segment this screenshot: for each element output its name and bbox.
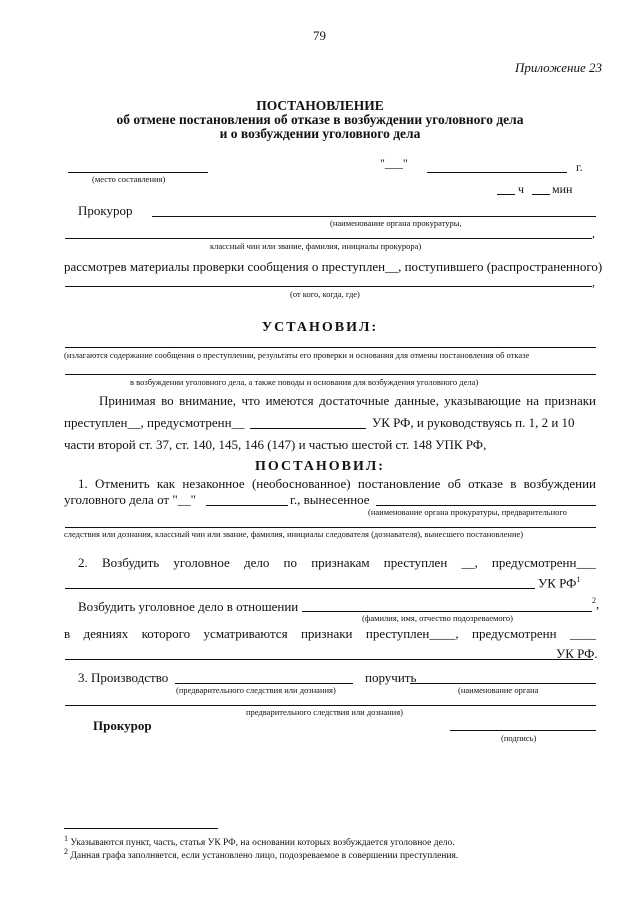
established-heading: УСТАНОВИЛ: xyxy=(261,320,379,335)
footnote-mark-1: 1 xyxy=(64,834,68,843)
p2-word: преступлен xyxy=(383,555,448,570)
established-caption-1: (излагаются содержание сообщения о преступлении, результаты его проверки и основания для отмены постановления об отказе xyxy=(64,350,530,360)
p2-word: 2. xyxy=(78,555,88,570)
resolved-p1-line-2: уголовного дела от "__" xyxy=(64,492,196,507)
p2-word: признакам xyxy=(311,555,370,570)
signature-line[interactable] xyxy=(450,730,596,731)
p2-word: Возбудить xyxy=(101,555,160,570)
resolved-p1-caption-1: (наименование органа прокуратуры, предварительного xyxy=(368,507,567,517)
review-text: рассмотрев материалы проверки сообщения о преступлен__, поступившего (распространенного) xyxy=(64,259,603,274)
appendix-label: Приложение 23 xyxy=(514,60,602,75)
suspect-name-line[interactable] xyxy=(302,611,592,612)
date-field-line[interactable] xyxy=(427,172,567,173)
footnote-text-2: Данная графа заполняется, если установлено лицо, подозреваемое в совершении преступления. xyxy=(70,851,459,862)
p2c-word: в xyxy=(64,626,71,641)
prosecutor-office-line[interactable] xyxy=(152,216,596,217)
footnote-2 xyxy=(64,847,458,861)
p2c-word: ____ xyxy=(569,626,596,641)
p2c-word: деяниях xyxy=(83,626,129,641)
signature-label: Прокурор xyxy=(93,718,152,733)
footnote-text-1: Указываются пункт, часть, статья УК РФ, на основании которых возбуждается уголовное дело. xyxy=(70,838,455,849)
review-source-line[interactable] xyxy=(65,286,592,287)
considering-line-2b: УК РФ, и руководствуясь п. 1, 2 и 10 xyxy=(372,415,575,430)
date-day-quote: "___" xyxy=(380,156,408,170)
footnote-mark-2: 2 xyxy=(64,847,68,856)
prosecutor-caption-1: (наименование органа прокуратуры, xyxy=(330,218,462,228)
resolved-p1-caption-2: следствия или дознания, классный чин или звание, фамилия, инициалы следователя (дознавателя), вынесшего постановление) xyxy=(64,529,524,539)
place-field-line[interactable] xyxy=(68,172,208,173)
p2-word: уголовное xyxy=(173,555,230,570)
considering-line-3: части второй ст. 37, ст. 140, 145, 146 (147) и частью шестой ст. 148 УПК РФ, xyxy=(64,437,487,452)
p2-word: предусмотренн___ xyxy=(491,555,596,570)
p3-investigation-line[interactable] xyxy=(175,683,353,684)
p3-label: 3. Производство xyxy=(78,670,169,685)
p3-caption-2: (наименование органа xyxy=(458,685,539,695)
p2c-word: которого xyxy=(141,626,191,641)
resolved-heading: ПОСТАНОВИЛ: xyxy=(255,459,385,474)
p2b-comma: $^2$, xyxy=(592,596,600,612)
p2c-word: предусмотренн xyxy=(472,626,557,641)
p2b-text: Возбудить уголовное дело в отношении xyxy=(78,599,299,614)
p2c-word: преступлен____, xyxy=(365,626,459,641)
footnote-separator xyxy=(64,828,218,829)
review-caption: (от кого, когда, где) xyxy=(290,289,360,299)
p2-article-line[interactable] xyxy=(65,588,535,589)
place-caption: (место составления) xyxy=(92,174,166,184)
p3-caption-1: (предварительного следствия или дознания) xyxy=(176,685,336,695)
minute-field-line[interactable] xyxy=(532,194,550,195)
p2-code: УК $РФ^1$ xyxy=(538,575,581,591)
page-number: 79 xyxy=(313,28,326,43)
p2c-article-line[interactable] xyxy=(65,659,593,660)
considering-line-2a: преступлен__, предусмотренн__ xyxy=(64,415,245,430)
resolved-p1-line-2b: г., вынесенное xyxy=(290,492,370,507)
considering-line-1: Принимая во внимание, что имеются достаточные данные, указывающие на признаки xyxy=(99,393,596,408)
refusal-author-line-2[interactable] xyxy=(65,527,596,528)
p2b-caption: (фамилия, имя, отчество подозреваемого) xyxy=(362,613,513,623)
p3-caption-3: предварительного следствия или дознания) xyxy=(246,707,403,717)
year-suffix: г. xyxy=(576,160,583,174)
prosecutor-caption-2: классный чин или звание, фамилия, инициалы прокурора) xyxy=(210,241,422,251)
prosecutor-label: Прокурор xyxy=(78,203,133,218)
considering-article-line[interactable] xyxy=(250,428,366,429)
footnote-ref-1[interactable]: 1 xyxy=(576,575,581,584)
hour-field-line[interactable] xyxy=(497,194,515,195)
p2-word: по xyxy=(283,555,297,570)
p2-word: __, xyxy=(461,555,478,570)
refusal-author-line[interactable] xyxy=(376,505,596,506)
document-subtitle-1: об отмене постановления об отказе в возбуждении уголовного дела xyxy=(116,112,524,127)
p3-assign: поручить xyxy=(365,670,417,685)
established-line-2[interactable] xyxy=(65,374,596,375)
p2-word: дело xyxy=(243,555,270,570)
p2c-word: признаки xyxy=(300,626,353,641)
hour-label: ч xyxy=(518,182,525,196)
document-subtitle-2: и о возбуждении уголовного дела xyxy=(219,126,421,141)
resolved-p1-line-1: 1. Отменить как незаконное (необоснованное) постановление об отказе в возбуждении xyxy=(78,476,596,491)
refusal-date-line[interactable] xyxy=(206,505,288,506)
prosecutor-name-line[interactable] xyxy=(65,238,592,239)
review-comma: , xyxy=(592,275,595,289)
minute-label: мин xyxy=(552,182,573,196)
established-caption-2: в возбуждении уголовного дела, а также поводы и основания для возбуждения уголовного дела) xyxy=(130,377,479,387)
established-line-1[interactable] xyxy=(65,347,596,348)
p2c-word: усматриваются xyxy=(203,626,288,641)
footnote-ref-2[interactable]: 2 xyxy=(592,596,596,605)
p3-organ-line-2[interactable] xyxy=(65,705,596,706)
resolved-p2-line-1 xyxy=(78,555,596,571)
prosecutor-line-comma: , xyxy=(592,226,595,240)
p2c-line xyxy=(64,626,596,642)
p3-organ-line[interactable] xyxy=(410,683,596,684)
document-title: ПОСТАНОВЛЕНИЕ xyxy=(256,98,384,113)
p2c-code: УК РФ. xyxy=(556,646,598,661)
signature-caption: (подпись) xyxy=(501,733,537,743)
